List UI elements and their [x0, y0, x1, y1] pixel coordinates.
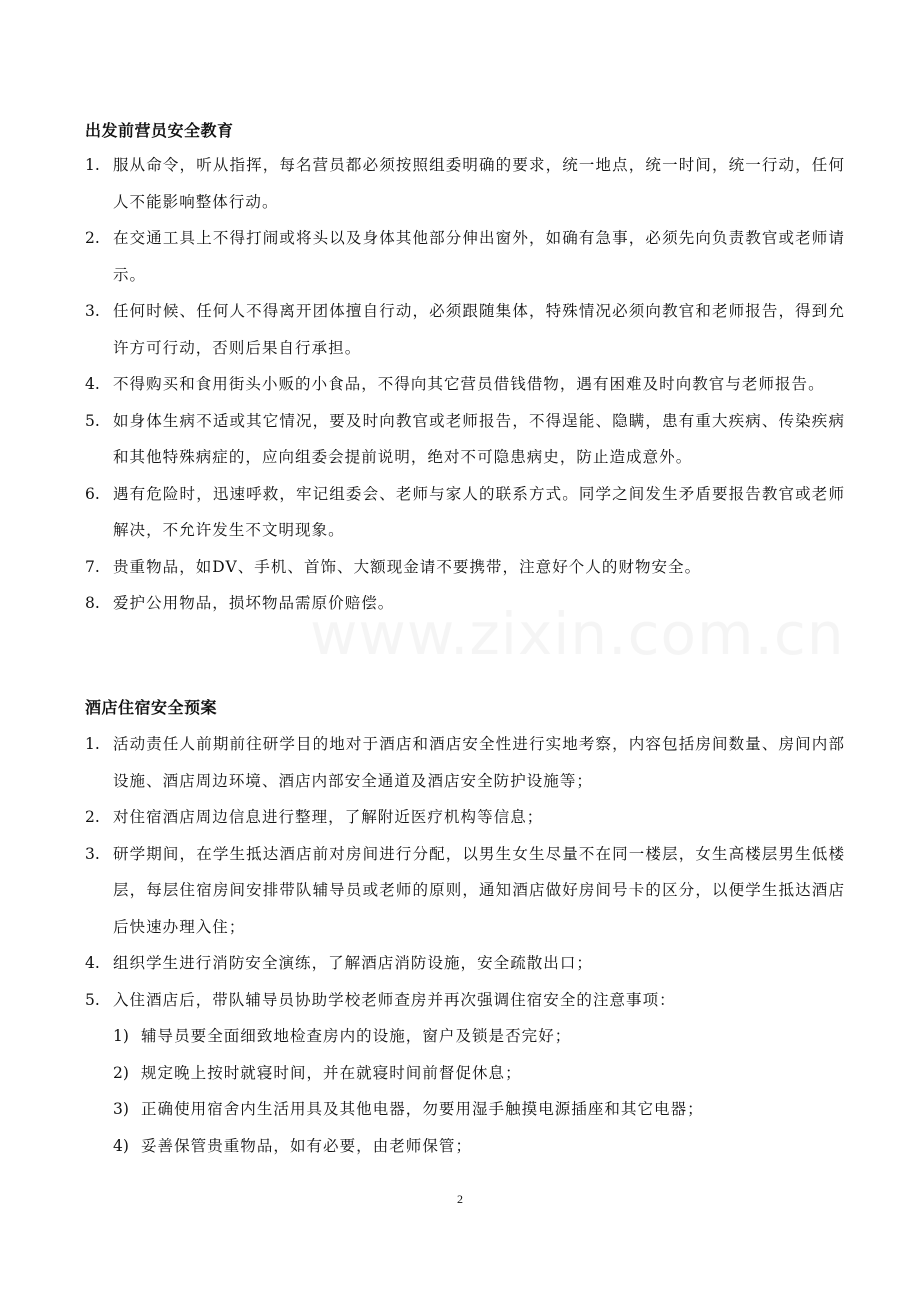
- camper-safety-list: [85, 147, 845, 622]
- item-text: 在交通工具上不得打闹或将头以及身体其他部分伸出窗外，如确有急事，必须先向负责教官或老师请示。: [113, 229, 845, 284]
- item-number: 1.: [85, 156, 100, 174]
- list-item: [85, 945, 845, 982]
- item-text: 入住酒店后，带队辅导员协助学校老师查房并再次强调住宿安全的注意事项：: [113, 990, 676, 1009]
- item-text: 爱护公用物品，损坏物品需原价赔偿。: [113, 594, 395, 612]
- item-text: 不得购买和食用街头小贩的小食品，不得向其它营员借钱借物，遇有困难及时向教官与老师报告。: [113, 375, 825, 393]
- item-text: 贵重物品，如DV、手机、首饰、大额现金请不要携带，注意好个人的财物安全。: [113, 557, 702, 576]
- section-title-hotel-safety: 酒店住宿安全预案: [85, 698, 218, 717]
- item-text: 任何时候、任何人不得离开团体擅自行动，必须跟随集体，特殊情况必须向教官和老师报告，得到允许方可行动，否则后果自行承担。: [113, 302, 845, 357]
- item-number: 5.: [85, 990, 100, 1009]
- hotel-safety-list: [85, 726, 845, 1164]
- list-item: [85, 476, 845, 549]
- item-number: 7.: [85, 557, 100, 576]
- item-text: 组织学生进行消防安全演练，了解酒店消防设施，安全疏散出口；: [113, 954, 593, 972]
- item-number: 3.: [85, 302, 100, 320]
- sub-item-text: 正确使用宿舍内生活用具及其他电器，勿要用湿手触摸电源插座和其它电器；: [141, 1100, 704, 1118]
- sub-item-number: 2): [113, 1063, 129, 1082]
- sub-list-item: [85, 1055, 845, 1092]
- item-number: 6.: [85, 484, 100, 503]
- item-text: 如身体生病不适或其它情况，要及时向教官或老师报告，不得逞能、隐瞒，患有重大疾病、传染疾病和其他特殊病症的，应向组委会提前说明，绝对不可隐患病史，防止造成意外。: [113, 411, 845, 466]
- item-number: 2.: [85, 229, 100, 247]
- item-number: 2.: [85, 808, 100, 826]
- sub-item-text: 辅导员要全面细致地检查房内的设施，窗户及锁是否完好；: [141, 1027, 572, 1045]
- watermark: www.zixin.com.cn: [310, 600, 845, 668]
- sub-item-number: 4): [113, 1136, 129, 1155]
- item-text: 服从命令，听从指挥，每名营员都必须按照组委明确的要求，统一地点，统一时间，统一行动，任何人不能影响整体行动。: [113, 156, 845, 211]
- item-number: 5.: [85, 411, 100, 430]
- item-text: 研学期间，在学生抵达酒店前对房间进行分配，以男生女生尽量不在同一楼层，女生高楼层男生低楼层，每层住宿房间安排带队辅导员或老师的原则，通知酒店做好房间号卡的区分，以便学生抵达酒店后快速办理入住；: [113, 844, 845, 936]
- item-number: 4.: [85, 954, 100, 972]
- item-number: 3.: [85, 844, 100, 863]
- item-text: 遇有危险时，迅速呼救，牢记组委会、老师与家人的联系方式。同学之间发生矛盾要报告教官或老师解决，不允许发生不文明现象。: [113, 484, 845, 539]
- item-number: 1.: [85, 735, 100, 753]
- item-number: 4.: [85, 375, 100, 393]
- list-item: [85, 403, 845, 476]
- section-title-camper-safety: 出发前营员安全教育: [85, 121, 234, 140]
- sub-item-text: 妥善保管贵重物品，如有必要，由老师保管；: [141, 1136, 473, 1155]
- list-item: [85, 585, 845, 622]
- item-number: 8.: [85, 594, 100, 612]
- list-item: [85, 220, 845, 293]
- list-item: [85, 726, 845, 799]
- list-item: [85, 366, 845, 403]
- list-item: [85, 982, 845, 1019]
- list-item: [85, 293, 845, 366]
- item-text: 对住宿酒店周边信息进行整理，了解附近医疗机构等信息；: [113, 808, 544, 826]
- sub-list-item: [85, 1018, 845, 1055]
- page-number: 2: [457, 1192, 463, 1206]
- sub-list-item: [85, 1128, 845, 1165]
- sub-item-number: 3): [113, 1100, 129, 1118]
- sub-item-number: 1): [113, 1027, 129, 1045]
- list-item: [85, 147, 845, 220]
- sub-item-text: 规定晚上按时就寝时间，并在就寝时间前督促休息；: [141, 1063, 522, 1082]
- list-item: [85, 799, 845, 836]
- item-text: 活动责任人前期前往研学目的地对于酒店和酒店安全性进行实地考察，内容包括房间数量、房间内部设施、酒店周边环境、酒店内部安全通道及酒店安全防护设施等；: [113, 735, 845, 790]
- list-item: [85, 549, 845, 586]
- sub-list-item: [85, 1091, 845, 1128]
- list-item: [85, 836, 845, 946]
